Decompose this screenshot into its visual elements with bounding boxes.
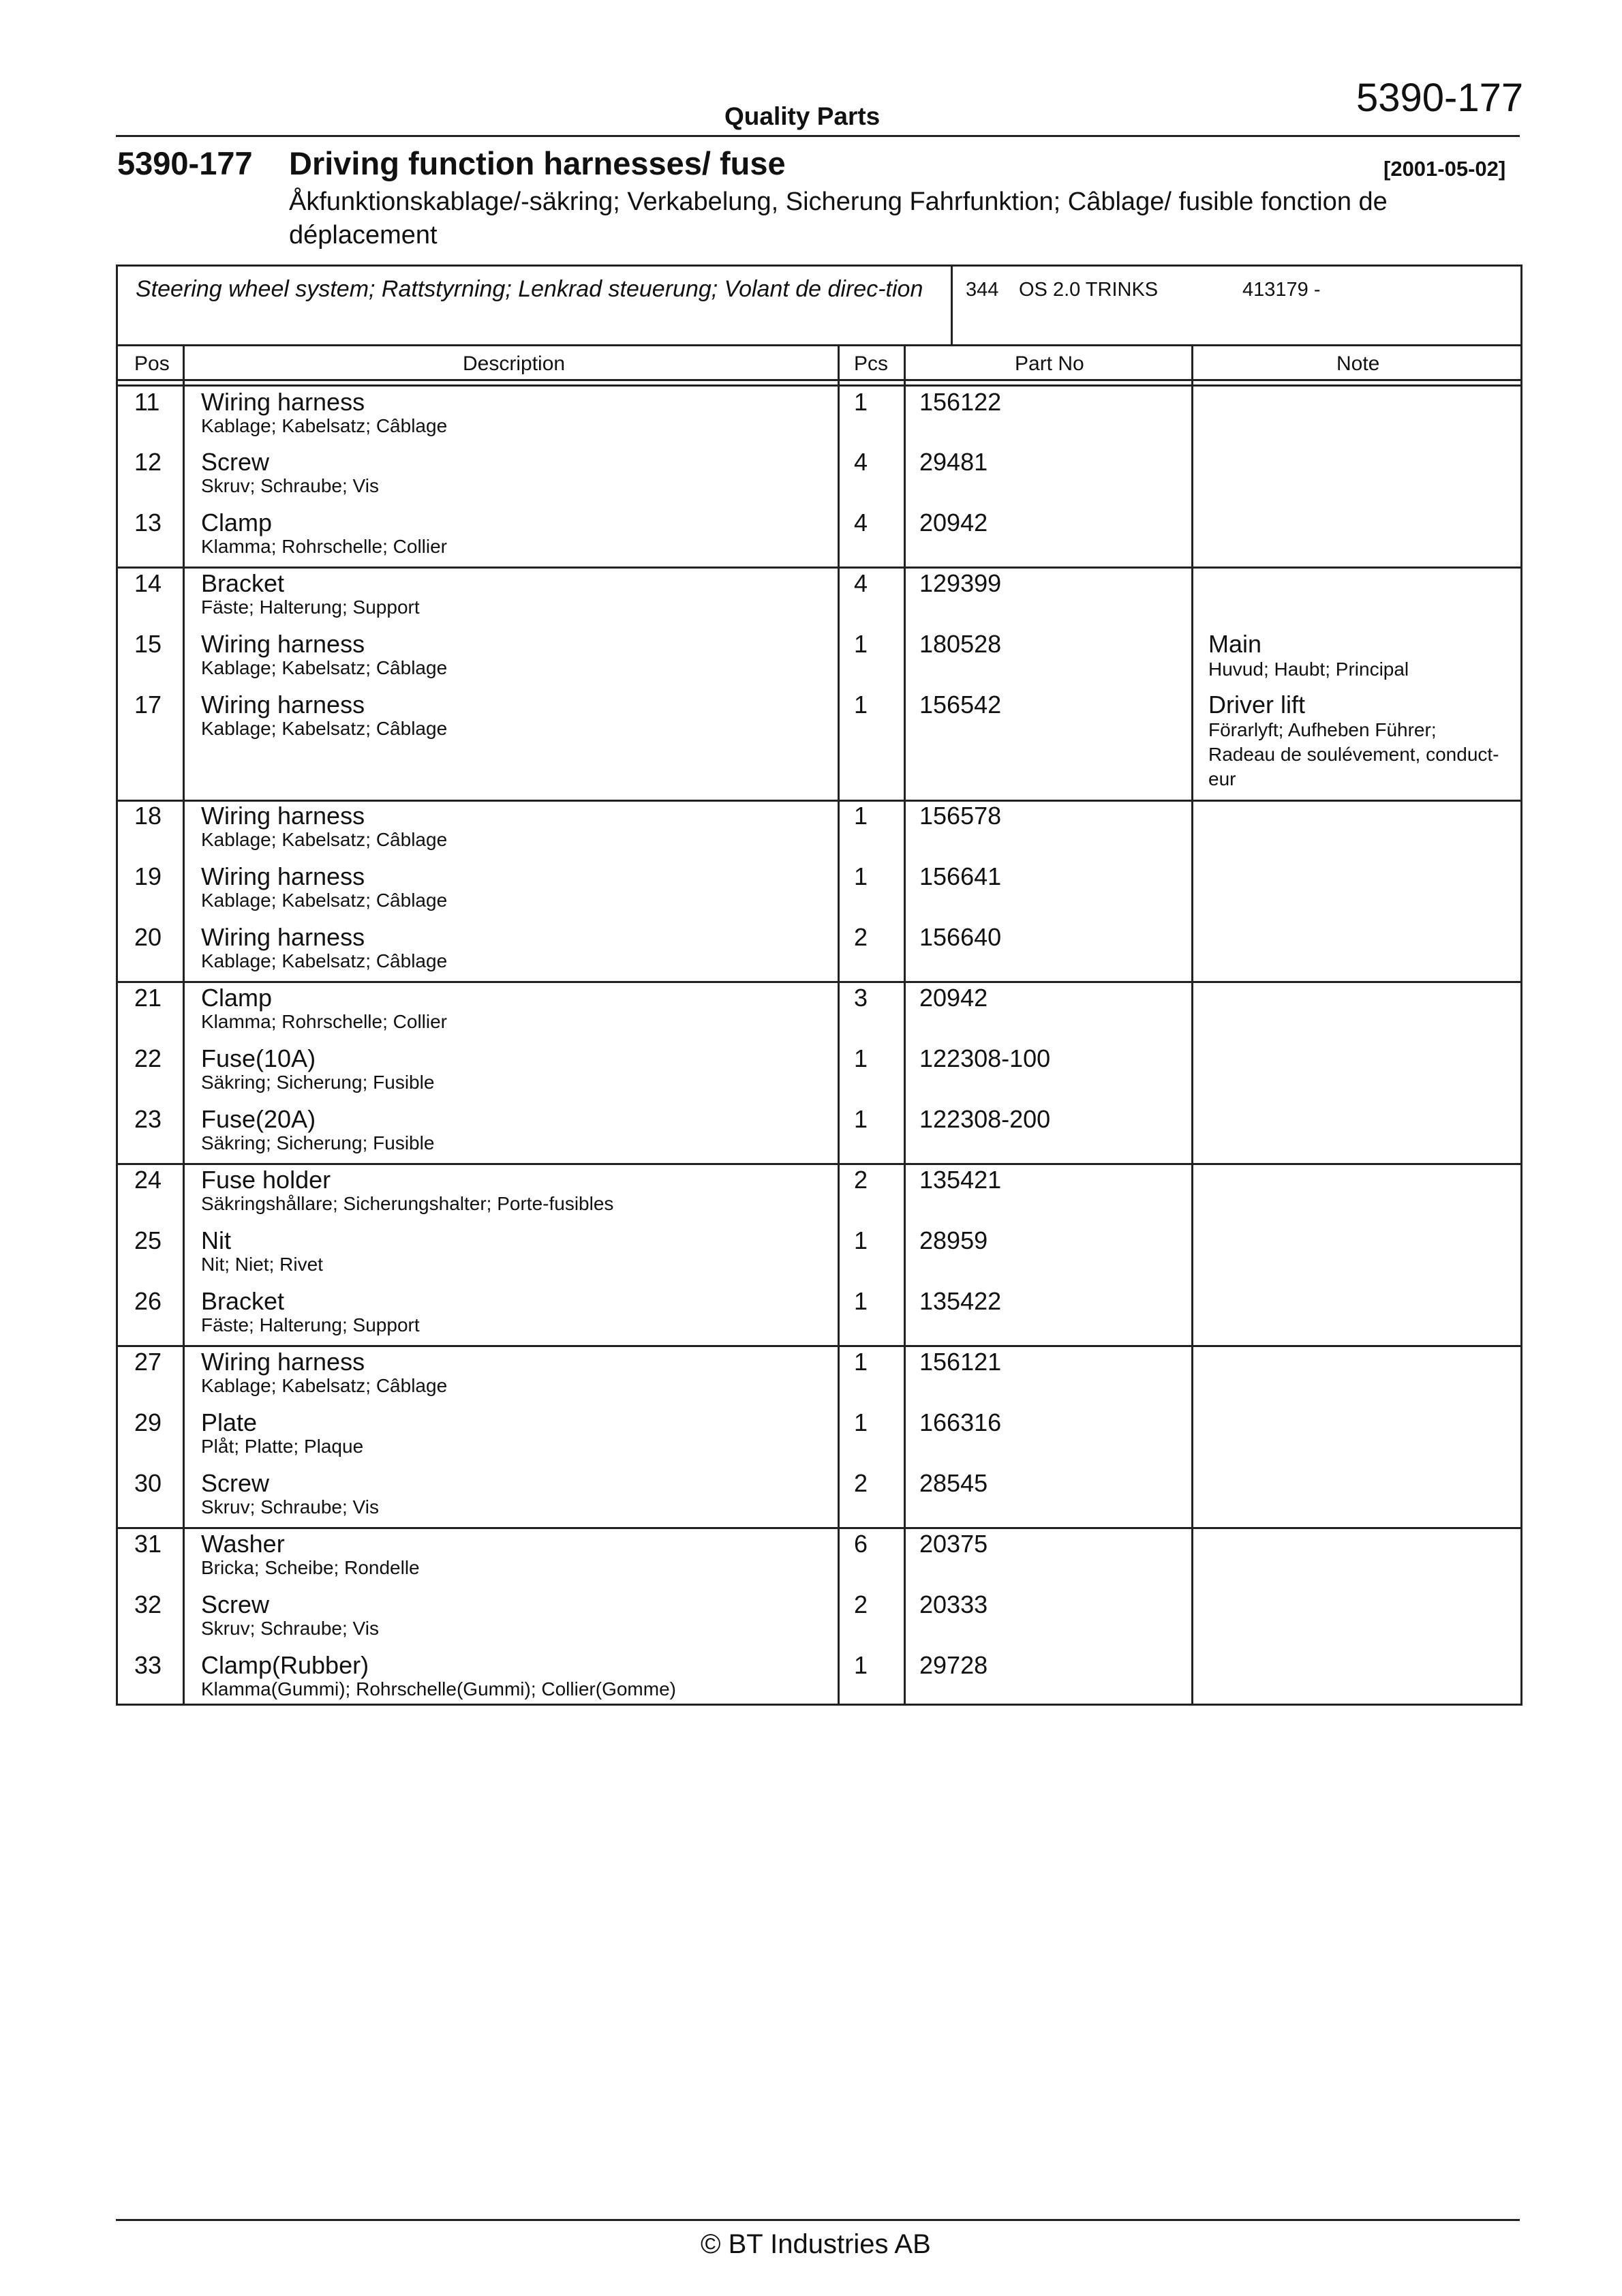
header-doc-number: 5390-177 <box>1356 76 1524 120</box>
group-divider <box>118 1163 1520 1165</box>
row-pcs: 1 <box>854 630 868 658</box>
row-part-no: 156542 <box>919 691 1002 719</box>
row-pos: 31 <box>134 1530 162 1558</box>
row-pcs: 1 <box>854 691 868 719</box>
row-translation: Klamma; Rohrschelle; Collier <box>201 1011 448 1032</box>
row-pos: 24 <box>134 1166 162 1194</box>
system-info-divider <box>951 267 953 344</box>
row-name: Fuse(10A) <box>201 1044 316 1072</box>
row-pcs: 1 <box>854 1044 868 1072</box>
title-date: [2001-05-02] <box>1383 157 1506 181</box>
row-translation: Skruv; Schraube; Vis <box>201 475 379 496</box>
row-name: Fuse holder <box>201 1166 331 1194</box>
header-rule-2 <box>118 384 1520 387</box>
row-name: Wiring harness <box>201 691 365 719</box>
row-translation: Skruv; Schraube; Vis <box>201 1618 379 1639</box>
row-pos: 30 <box>134 1469 162 1497</box>
row-translation: Klamma(Gummi); Rohrschelle(Gummi); Collier(Gomme) <box>201 1678 676 1700</box>
col-pos-header: Pos <box>134 352 170 375</box>
row-pcs: 1 <box>854 1408 868 1436</box>
row-note: Main <box>1208 630 1262 658</box>
header-rule-1 <box>118 379 1520 381</box>
col-partno-header: Part No <box>1015 352 1084 375</box>
title-code: 5390-177 <box>117 145 253 181</box>
col-divider-pcs <box>904 344 906 1704</box>
row-note: Driver lift <box>1208 691 1305 719</box>
row-translation: Kablage; Kabelsatz; Câblage <box>201 829 448 850</box>
row-pos: 12 <box>134 448 162 476</box>
row-pcs: 1 <box>854 1348 868 1376</box>
row-part-no: 122308-200 <box>919 1105 1051 1133</box>
row-translation: Bricka; Scheibe; Rondelle <box>201 1557 420 1578</box>
row-pos: 18 <box>134 802 162 830</box>
row-part-no: 156121 <box>919 1348 1002 1376</box>
row-part-no: 29481 <box>919 448 988 476</box>
col-pcs-header: Pcs <box>854 352 889 375</box>
row-pcs: 1 <box>854 388 868 416</box>
row-pcs: 1 <box>854 1651 868 1679</box>
row-pcs: 2 <box>854 1166 868 1194</box>
row-pos: 14 <box>134 569 162 597</box>
row-pos: 26 <box>134 1287 162 1315</box>
row-part-no: 135421 <box>919 1166 1002 1194</box>
row-part-no: 156641 <box>919 862 1002 890</box>
row-translation: Kablage; Kabelsatz; Câblage <box>201 1375 448 1396</box>
row-pcs: 4 <box>854 448 868 476</box>
row-pos: 13 <box>134 509 162 537</box>
row-pcs: 1 <box>854 1287 868 1315</box>
row-pcs: 2 <box>854 923 868 951</box>
parts-table <box>116 265 1522 1706</box>
row-pcs: 2 <box>854 1469 868 1497</box>
row-translation: Kablage; Kabelsatz; Câblage <box>201 415 448 436</box>
row-part-no: 135422 <box>919 1287 1002 1315</box>
row-note-translation: Huvud; Haubt; Principal <box>1208 659 1409 680</box>
system-description: Steering wheel system; Rattstyrning; Lenkrad steuerung; Volant de direc-tion <box>136 276 923 302</box>
row-name: Screw <box>201 1590 270 1618</box>
row-pos: 21 <box>134 984 162 1012</box>
system-info-row <box>118 267 1520 346</box>
row-name: Wiring harness <box>201 388 365 416</box>
row-pos: 33 <box>134 1651 162 1679</box>
row-part-no: 129399 <box>919 569 1002 597</box>
row-translation: Fäste; Halterung; Support <box>201 1314 420 1335</box>
row-translation: Säkring; Sicherung; Fusible <box>201 1132 435 1153</box>
row-pos: 27 <box>134 1348 162 1376</box>
row-pos: 29 <box>134 1408 162 1436</box>
row-pos: 23 <box>134 1105 162 1133</box>
group-divider <box>118 567 1520 569</box>
row-name: Bracket <box>201 1287 285 1315</box>
header-quality-parts: Quality Parts <box>724 102 881 130</box>
row-pos: 19 <box>134 862 162 890</box>
row-name: Bracket <box>201 569 285 597</box>
footer-copyright: © BT Industries AB <box>701 2229 931 2259</box>
system-code: 344 <box>966 279 999 301</box>
row-pos: 32 <box>134 1590 162 1618</box>
row-translation: Klamma; Rohrschelle; Collier <box>201 536 448 557</box>
row-pos: 17 <box>134 691 162 719</box>
row-part-no: 29728 <box>919 1651 988 1679</box>
row-translation: Kablage; Kabelsatz; Câblage <box>201 657 448 678</box>
row-pcs: 1 <box>854 802 868 830</box>
row-part-no: 20333 <box>919 1590 988 1618</box>
row-note-translation: Förarlyft; Aufheben Führer; Radeau de soulévement, conduct-eur <box>1208 719 1499 789</box>
row-name: Fuse(20A) <box>201 1105 316 1133</box>
row-pcs: 1 <box>854 862 868 890</box>
header-divider <box>116 135 1520 137</box>
row-pos: 11 <box>134 388 160 416</box>
row-translation: Kablage; Kabelsatz; Câblage <box>201 890 448 911</box>
row-part-no: 156122 <box>919 388 1002 416</box>
footer-divider <box>116 2219 1520 2221</box>
row-name: Clamp <box>201 509 273 537</box>
row-pcs: 4 <box>854 569 868 597</box>
row-name: Clamp(Rubber) <box>201 1651 369 1679</box>
row-translation: Nit; Niet; Rivet <box>201 1254 323 1275</box>
row-pcs: 1 <box>854 1226 868 1254</box>
group-divider <box>118 1345 1520 1347</box>
row-translation: Säkring; Sicherung; Fusible <box>201 1072 435 1093</box>
row-translation: Säkringshållare; Sicherungshalter; Porte-fusibles <box>201 1193 614 1214</box>
row-pcs: 3 <box>854 984 868 1012</box>
row-pos: 20 <box>134 923 162 951</box>
row-part-no: 156578 <box>919 802 1002 830</box>
col-divider-part <box>1191 344 1193 1704</box>
row-pcs: 4 <box>854 509 868 537</box>
row-part-no: 20375 <box>919 1530 988 1558</box>
system-model: OS 2.0 TRINKS <box>1019 279 1159 301</box>
col-description-header: Description <box>463 352 566 375</box>
row-pos: 22 <box>134 1044 162 1072</box>
row-pos: 25 <box>134 1226 162 1254</box>
group-divider <box>118 981 1520 983</box>
row-name: Wiring harness <box>201 862 365 890</box>
row-part-no: 156640 <box>919 923 1002 951</box>
row-pos: 15 <box>134 630 162 658</box>
row-translation: Kablage; Kabelsatz; Câblage <box>201 718 448 739</box>
row-name: Wiring harness <box>201 630 365 658</box>
row-name: Washer <box>201 1530 285 1558</box>
group-divider <box>118 800 1520 802</box>
row-name: Screw <box>201 1469 270 1497</box>
row-pcs: 2 <box>854 1590 868 1618</box>
row-translation: Kablage; Kabelsatz; Câblage <box>201 950 448 971</box>
row-part-no: 166316 <box>919 1408 1002 1436</box>
row-name: Wiring harness <box>201 1348 365 1376</box>
column-headers <box>118 346 1520 379</box>
col-note-header: Note <box>1336 352 1380 375</box>
col-divider-pos <box>183 344 185 1704</box>
row-name: Nit <box>201 1226 231 1254</box>
row-translation: Skruv; Schraube; Vis <box>201 1496 379 1517</box>
row-part-no: 20942 <box>919 984 988 1012</box>
page-title: Driving function harnesses/ fuse <box>289 145 786 181</box>
row-name: Screw <box>201 448 270 476</box>
row-name: Wiring harness <box>201 802 365 830</box>
row-part-no: 28959 <box>919 1226 988 1254</box>
system-serial: 413179 - <box>1242 279 1321 301</box>
row-pcs: 6 <box>854 1530 868 1558</box>
row-name: Plate <box>201 1408 258 1436</box>
row-translation: Fäste; Halterung; Support <box>201 596 420 618</box>
row-name: Clamp <box>201 984 273 1012</box>
col-divider-desc <box>838 344 840 1704</box>
row-name: Wiring harness <box>201 923 365 951</box>
row-pcs: 1 <box>854 1105 868 1133</box>
title-subtitle: Åkfunktionskablage/-säkring; Verkabelung, Sicherung Fahrfunktion; Câblage/ fusible fonction de déplacement <box>289 187 1388 250</box>
row-part-no: 20942 <box>919 509 988 537</box>
row-translation: Plåt; Platte; Plaque <box>201 1436 364 1457</box>
row-part-no: 122308-100 <box>919 1044 1051 1072</box>
group-divider <box>118 1527 1520 1529</box>
row-part-no: 180528 <box>919 630 1002 658</box>
row-part-no: 28545 <box>919 1469 988 1497</box>
